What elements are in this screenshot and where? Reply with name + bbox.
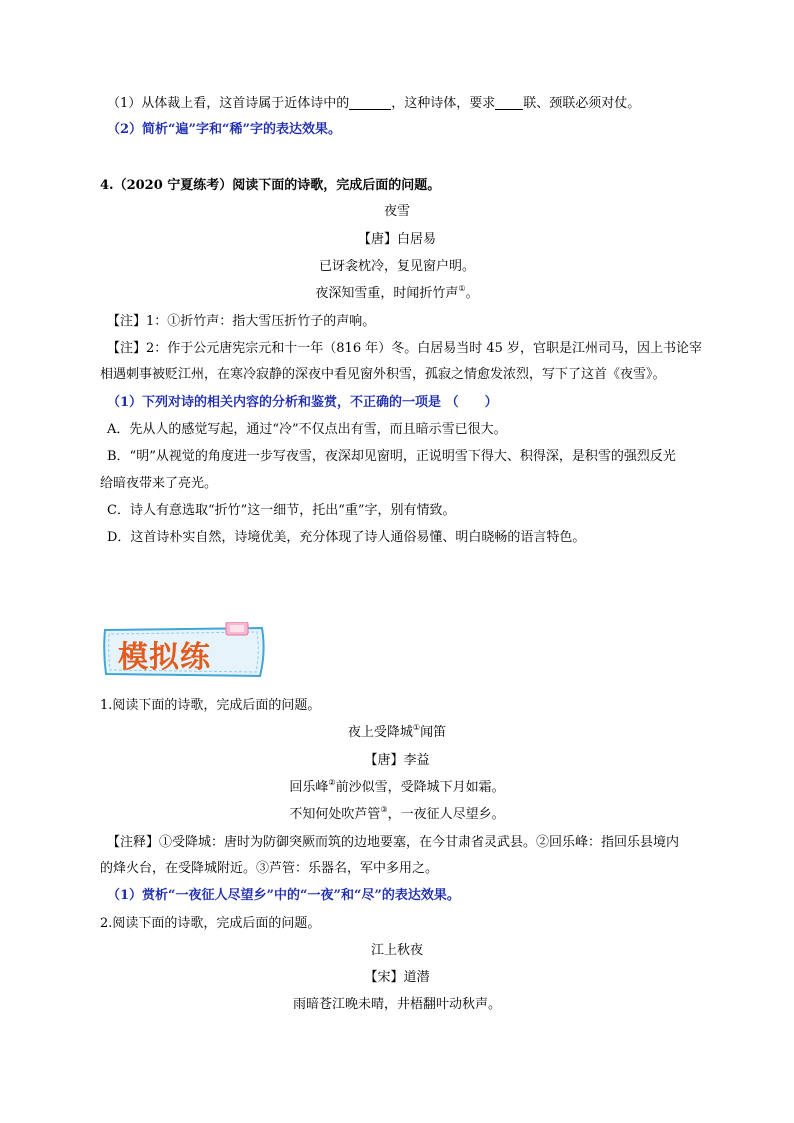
sub-question: （1）下列对诗的相关内容的分析和鉴赏，不正确的一项是 （ ） [107,395,498,410]
answer-blank[interactable] [349,96,391,110]
question-heading: 1.阅读下面的诗歌，完成后面的问题。 [100,698,321,713]
note: 【注释】①受降城：唐时为防御突厥而筑的边地要塞，在今甘肃省灵武县。②回乐峰：指回乐县境内 [107,835,680,850]
option-d: D．这首诗朴实自然，诗境优美，充分体现了诗人通俗易懂、明白晓畅的语言特色。 [107,530,586,545]
question-heading: 4.（2020 宁夏练考）阅读下面的诗歌，完成后面的问题。 [100,178,441,193]
note-cont: 的烽火台，在受降城附近。③芦管：乐器名，军中多用之。 [100,861,439,876]
option-b: B．“明”从视觉的角度进一步写夜雪，夜深却见窗明，正说明雪下得大、积得深，是积雪的强烈反光 [107,449,676,464]
footnote-mark: ② [328,778,336,787]
poem-title: 江上秋夜 [370,943,423,958]
question-heading: 2.阅读下面的诗歌，完成后面的问题。 [100,916,321,931]
banner-title: 模拟练 [118,640,211,675]
note: 【注】2：作于公元唐宪宗元和十一年（816 年）冬。白居易当时 45 岁，官职是江州司马，因上书论宰 [107,341,703,356]
poem-author: 【唐】白居易 [357,232,436,247]
option-b-cont: 给暗夜带来了亮光。 [100,476,218,491]
sub-question: （2）简析“遍”字和“稀”字的表达效果。 [107,122,341,137]
section-banner [100,622,268,680]
poem-line: 夜深知雪重，时闻折竹声①。 [315,284,479,301]
poem-line: 不知何处吹芦管③，一夜征人尽望乡。 [289,805,505,822]
option-a: A．先从人的感觉写起，通过“冷”不仅点出有雪，而且暗示雪已很大。 [107,422,507,437]
note: 【注】1：①折竹声：指大雪压折竹子的声响。 [107,314,376,329]
poem-author: 【唐】李益 [364,753,430,768]
option-c: C．诗人有意选取“折竹”这一细节，托出“重”字，别有情致。 [107,503,456,518]
poem-line: 雨暗苍江晚未晴，井梧翻叶动秋声。 [292,997,501,1012]
note-cont: 相遇刺事被贬江州，在寒冷寂静的深夜中看见窗外积雪，孤寂之情愈发浓烈，写下了这首《夜雪》。 [100,367,666,382]
question-fill-blank: （1）从体裁上看，这首诗属于近体诗中的 ，这种诗体，要求 联、颈联必须对仗。 [107,96,641,111]
footnote-mark: ① [412,723,421,732]
poem-line: 已讶衾枕冷，复见窗户明。 [318,259,475,274]
footnote-mark: ③ [380,805,388,814]
poem-line: 回乐峰②前沙似雪，受降城下月如霜。 [289,778,505,795]
poem-title: 夜雪 [383,204,410,219]
answer-blank[interactable] [495,96,523,110]
poem-author: 【宋】道潜 [364,970,430,985]
footnote-mark: ① [458,284,466,293]
sub-question: （1）赏析“一夜征人尽望乡”中的“一夜”和“尽”的表达效果。 [107,888,460,903]
poem-title: 夜上受降城①闻笛 [347,723,447,740]
